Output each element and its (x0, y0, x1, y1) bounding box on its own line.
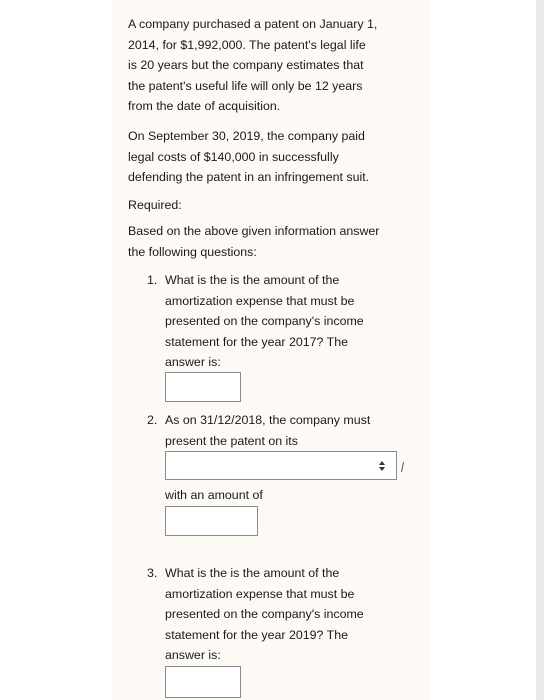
question-2-number: 2. (147, 413, 158, 427)
question-2-followup-text: with an amount of (165, 488, 263, 502)
question-3-number: 3. (147, 566, 158, 580)
scrollbar-strip (536, 0, 544, 700)
intro-paragraph-2: On September 30, 2019, the company paid legal costs of $140,000 in successfully defending the patent in an infringement suit. (128, 129, 370, 184)
question-2-amount-input[interactable] (165, 506, 258, 536)
intro-paragraph-1: A company purchased a patent on January 1, 2014, for $1,992,000. The patent's legal life is 20 years but the company estimates that the patent's useful life will only be 12 years from the date of acquisition. (128, 17, 378, 113)
question-3-text: What is the is the amount of the amortization expense that must be presented on the company's income statement for the year 2019? The answer is: (165, 566, 364, 662)
question-1-number: 1. (147, 273, 158, 287)
question-2-select[interactable] (165, 451, 397, 480)
comma-mark (400, 462, 405, 472)
question-1-answer-input[interactable] (165, 372, 241, 402)
question-2-text: As on 31/12/2018, the company must present the patent on its (165, 413, 371, 448)
question-3-answer-input[interactable] (165, 666, 241, 698)
required-heading: Required: (128, 198, 182, 212)
question-1-text: What is the is the amount of the amortization expense that must be presented on the company's income statement for the year 2017? The answer is: (165, 273, 364, 369)
up-down-chevron-icon (378, 460, 386, 472)
instruction-text: Based on the above given information answer the following questions: (128, 224, 380, 259)
